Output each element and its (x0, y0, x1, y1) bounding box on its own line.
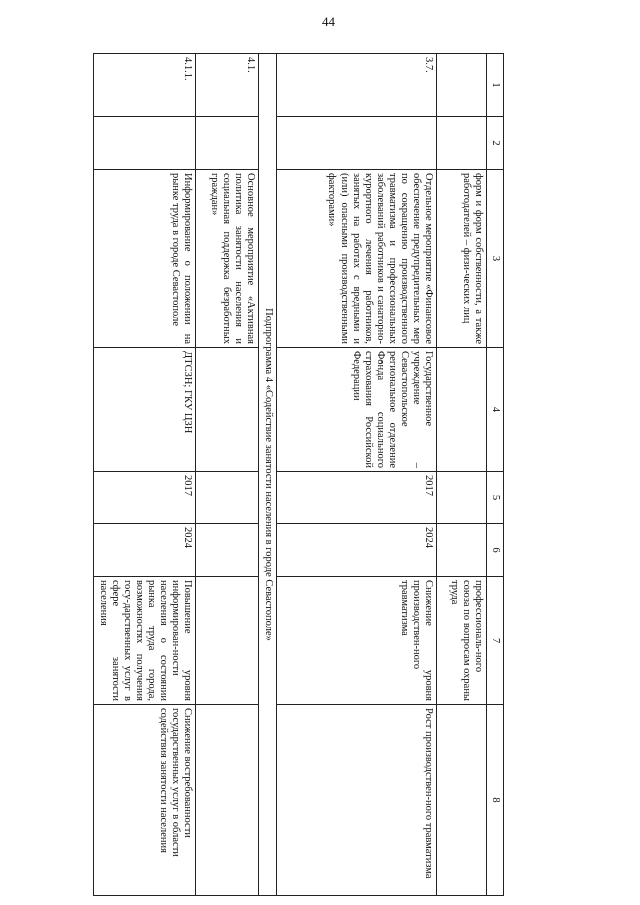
executor: ДТСЗН; ГКУ ЦЗН (94, 348, 196, 472)
program-measures-table (94, 53, 505, 896)
subprogram-title: Подпрограмма 4 «Содействие занятости населения в городе Севастополе» (259, 54, 277, 896)
row-number (437, 54, 487, 117)
col-num-3: 3 (487, 170, 504, 348)
end-year: 2024 (277, 524, 437, 577)
expected-result: профессиональ-ного союза по вопросам охраны труда (437, 577, 487, 705)
col-num-7: 7 (487, 577, 504, 705)
row-col2 (94, 117, 196, 170)
table-row (94, 54, 196, 896)
measure-name: Отдельное мероприятие «Финансовое обеспечение предупредительных мер по сокращению производственного травматизма и профессиональных заболеваний работников и санаторно-курортного лечения работников, занятых на работах с вредными и (или) опасными производственными факторами» (277, 170, 437, 348)
column-number-row (487, 54, 504, 896)
col-num-6: 6 (487, 524, 504, 577)
page-number: 44 (322, 14, 335, 29)
col-num-5: 5 (487, 472, 504, 524)
row-col2 (196, 117, 259, 170)
end-year: 2024 (94, 524, 196, 577)
table-row (277, 54, 437, 896)
consequences: Рост производствен-ного травматизма (277, 705, 437, 896)
executor: Государственное учреждение – Севастопольское региональное отделение Фонда социального страхования Российской Федерации (277, 348, 437, 472)
start-year (196, 472, 259, 524)
col-num-8: 8 (487, 705, 504, 896)
subprogram-row (259, 54, 277, 896)
end-year (196, 524, 259, 577)
col-num-4: 4 (487, 348, 504, 472)
start-year: 2017 (277, 472, 437, 524)
consequences (196, 705, 259, 896)
executor (437, 348, 487, 472)
rotated-table-content (97, 53, 504, 895)
row-number: 4.1.1. (94, 54, 196, 117)
col-num-2: 2 (487, 117, 504, 170)
col-num-1: 1 (487, 54, 504, 117)
table-row (196, 54, 259, 896)
expected-result (196, 577, 259, 705)
expected-result: Повышение уровня информирован-ности населения о состоянии рынка труда города, возможностях получения госу-дарственных услуг в сфере занятости населения (94, 577, 196, 705)
measure-name: форм и форм собственности, а также работодателей – физи-ческих лиц (437, 170, 487, 348)
rotated-table-frame (97, 53, 504, 895)
row-number: 3.7. (277, 54, 437, 117)
consequences: Снижение востребованности государственных услуг в области содействия занятости населения (94, 705, 196, 896)
row-number: 4.1. (196, 54, 259, 117)
start-year (437, 472, 487, 524)
row-col2 (437, 117, 487, 170)
measure-name: Основное мероприятие «Активная политика занятости населения и социальная поддержка безработных граждан» (196, 170, 259, 348)
start-year: 2017 (94, 472, 196, 524)
expected-result: Снижение уровня производствен-ного травматизма (277, 577, 437, 705)
consequences (437, 705, 487, 896)
row-col2 (277, 117, 437, 170)
measure-name: Информирование о положении на рынке труда в городе Севастополе (94, 170, 196, 348)
executor (196, 348, 259, 472)
end-year (437, 524, 487, 577)
table-row (437, 54, 487, 896)
